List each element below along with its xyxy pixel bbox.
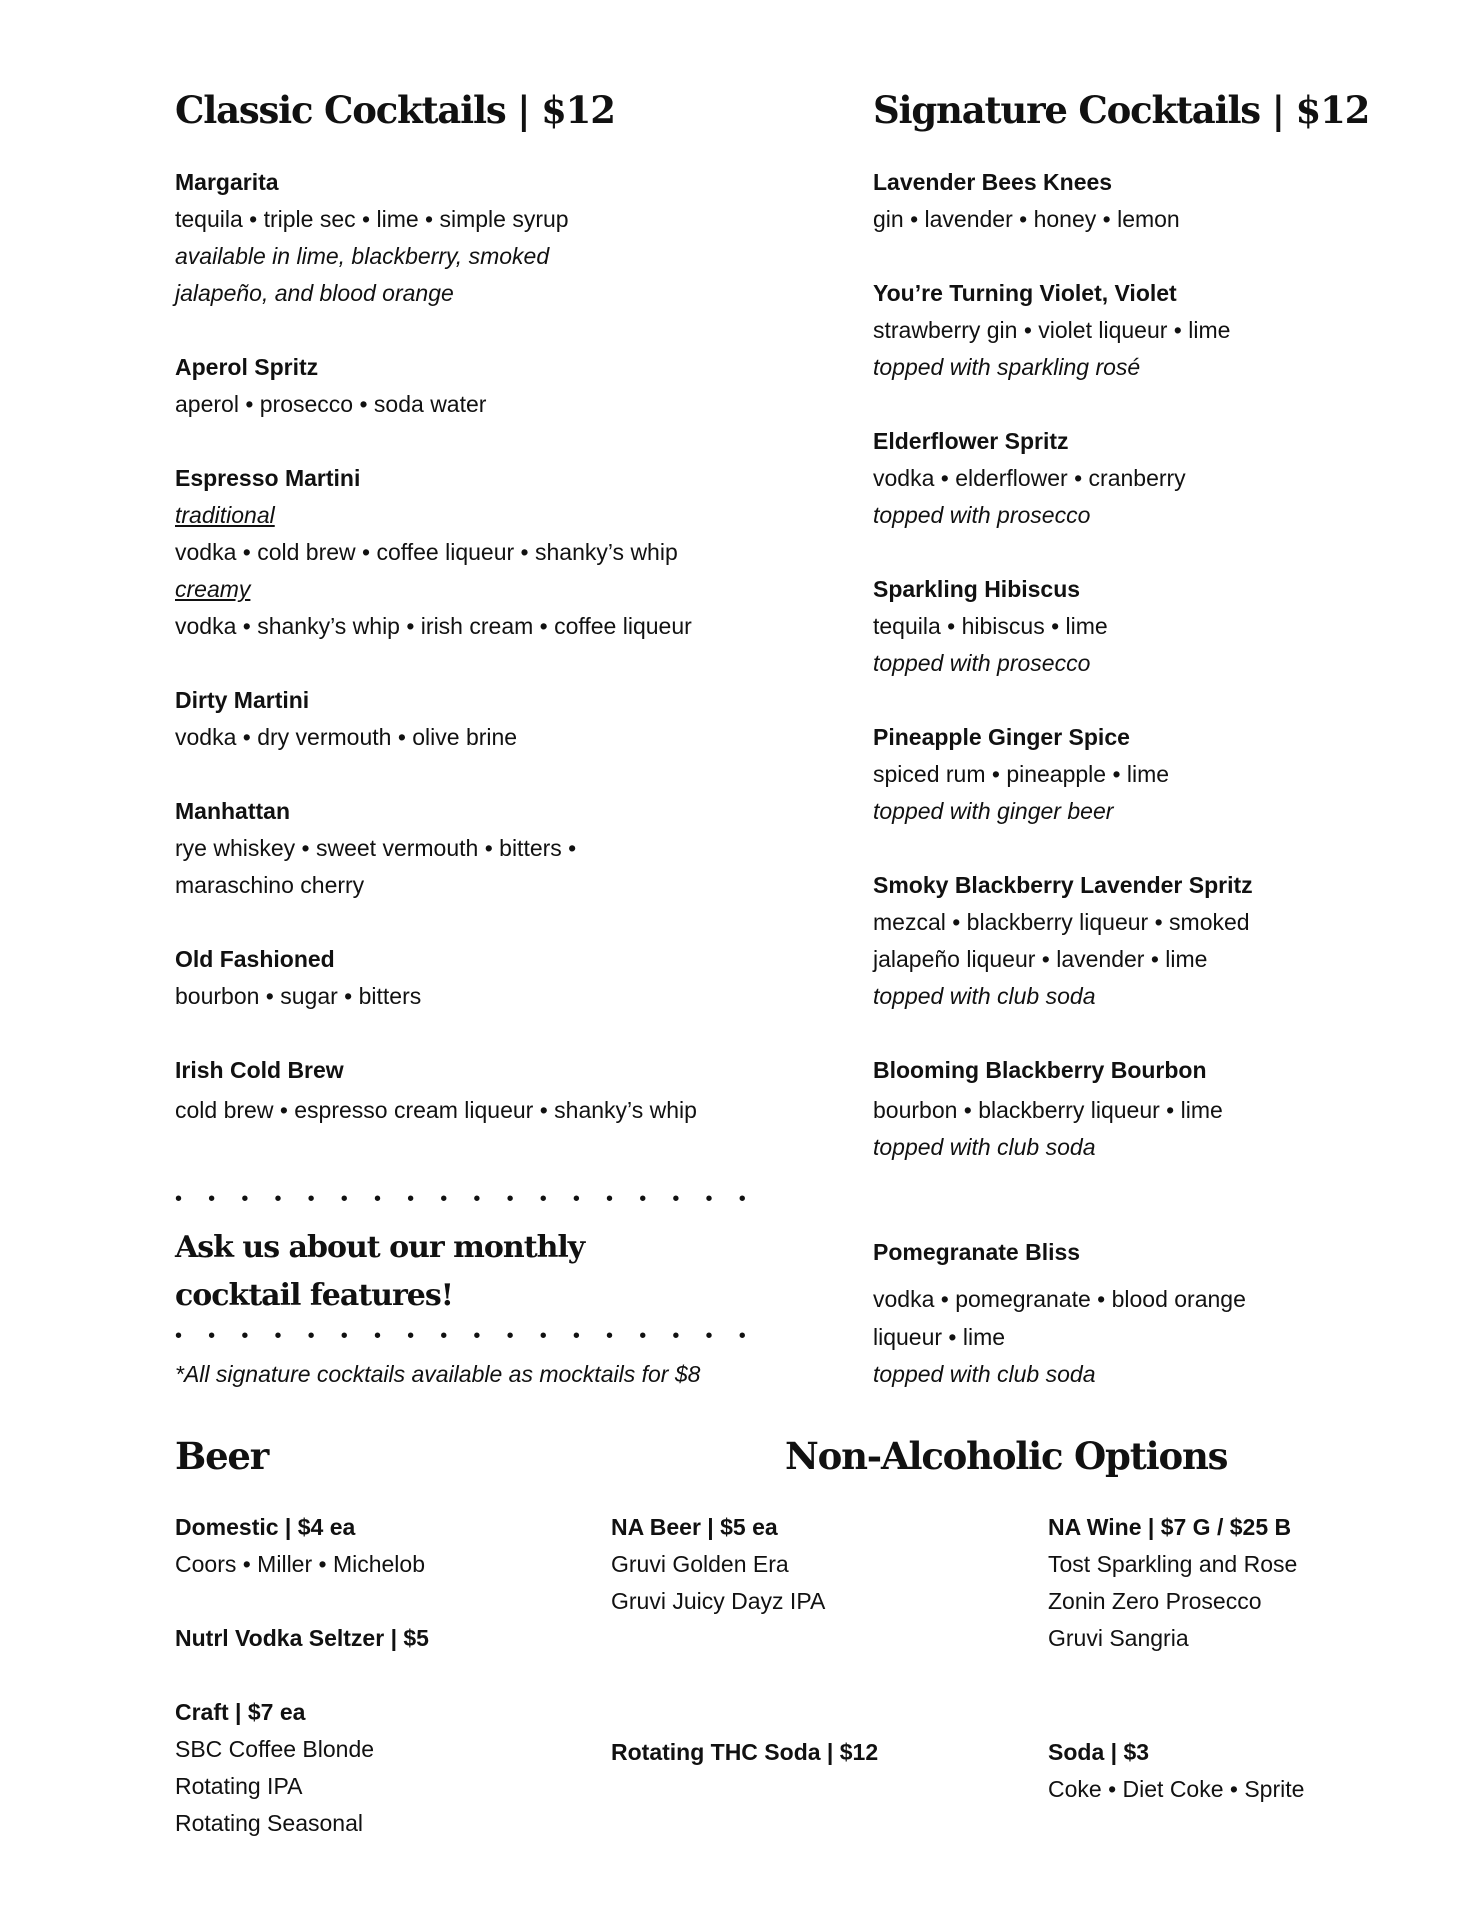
menu-item-pineapple-ginger-spice bbox=[873, 719, 1253, 830]
item-name: Old Fashioned bbox=[175, 946, 335, 972]
item-name: Smoky Blackberry Lavender Spritz bbox=[873, 872, 1253, 898]
variant-label-creamy: creamy bbox=[175, 576, 251, 602]
classic-cocktails-list bbox=[175, 164, 697, 1166]
item-list: Coke • Diet Coke • Sprite bbox=[1048, 1776, 1305, 1802]
item-ingredients: rye whiskey • sweet vermouth • bitters • bbox=[175, 835, 577, 861]
item-ingredients: bourbon • blackberry liqueur • lime bbox=[873, 1097, 1223, 1123]
item-name: NA Wine | $7 G / $25 B bbox=[1048, 1514, 1292, 1540]
item-name: NA Beer | $5 ea bbox=[611, 1514, 778, 1540]
list-item: Gruvi Juicy Dayz IPA bbox=[611, 1588, 826, 1614]
classic-cocktails-heading: Classic Cocktails | $12 bbox=[175, 88, 615, 132]
item-name: Blooming Blackberry Bourbon bbox=[873, 1057, 1207, 1083]
item-ingredients: mezcal • blackberry liqueur • smoked bbox=[873, 909, 1250, 935]
item-ingredients: maraschino cherry bbox=[175, 872, 365, 898]
signature-cocktails-heading: Signature Cocktails | $12 bbox=[873, 88, 1370, 132]
feature-heading-line2: cocktail features! bbox=[175, 1278, 453, 1313]
item-name: Nutrl Vodka Seltzer | $5 bbox=[175, 1625, 429, 1651]
list-item: Zonin Zero Prosecco bbox=[1048, 1588, 1262, 1614]
item-name: Espresso Martini bbox=[175, 465, 361, 491]
item-name: Domestic | $4 ea bbox=[175, 1514, 356, 1540]
menu-item-old-fashioned bbox=[175, 941, 697, 1015]
item-ingredients: vodka • shanky’s whip • irish cream • coffee liqueur bbox=[175, 613, 692, 639]
item-name: Rotating THC Soda | $12 bbox=[611, 1739, 879, 1765]
item-topping: topped with club soda bbox=[873, 983, 1096, 1009]
menu-item-aperol-spritz bbox=[175, 349, 697, 423]
na-soda bbox=[1048, 1734, 1304, 1808]
menu-item-sparkling-hibiscus bbox=[873, 571, 1253, 682]
item-list: Coors • Miller • Michelob bbox=[175, 1551, 426, 1577]
list-item: Gruvi Golden Era bbox=[611, 1551, 789, 1577]
menu-item-dirty-martini bbox=[175, 682, 697, 756]
item-topping: topped with prosecco bbox=[873, 502, 1091, 528]
menu-item-lavender-bees-knees bbox=[873, 164, 1253, 238]
menu-item-smoky-blackberry-lavender-spritz bbox=[873, 867, 1253, 1015]
menu-item-blooming-blackberry-bourbon bbox=[873, 1052, 1253, 1166]
item-ingredients: liqueur • lime bbox=[873, 1324, 1006, 1350]
list-item: Rotating Seasonal bbox=[175, 1810, 363, 1836]
beer-domestic bbox=[175, 1509, 429, 1583]
signature-cocktails-list bbox=[873, 164, 1253, 1203]
non-alcoholic-heading: Non-Alcoholic Options bbox=[785, 1434, 1228, 1478]
item-name: Craft | $7 ea bbox=[175, 1699, 306, 1725]
list-item: SBC Coffee Blonde bbox=[175, 1736, 375, 1762]
item-topping: topped with club soda bbox=[873, 1361, 1096, 1387]
item-ingredients: vodka • elderflower • cranberry bbox=[873, 465, 1186, 491]
item-topping: topped with sparkling rosé bbox=[873, 354, 1141, 380]
beer-craft bbox=[175, 1694, 429, 1842]
menu-item-turning-violet bbox=[873, 275, 1253, 386]
item-ingredients: tequila • triple sec • lime • simple syrup bbox=[175, 206, 569, 232]
list-item: Tost Sparkling and Rose bbox=[1048, 1551, 1298, 1577]
item-name: Dirty Martini bbox=[175, 687, 310, 713]
menu-item-irish-cold-brew bbox=[175, 1052, 697, 1129]
dotted-divider-bottom: • • • • • • • • • • • • • • • • • • bbox=[175, 1325, 756, 1347]
item-topping: topped with ginger beer bbox=[873, 798, 1114, 824]
item-name: Soda | $3 bbox=[1048, 1739, 1150, 1765]
item-name: Irish Cold Brew bbox=[175, 1057, 344, 1083]
item-ingredients: tequila • hibiscus • lime bbox=[873, 613, 1108, 639]
menu-item-elderflower-spritz bbox=[873, 423, 1253, 534]
dotted-divider-top: • • • • • • • • • • • • • • • • • • bbox=[175, 1188, 756, 1210]
item-topping: topped with prosecco bbox=[873, 650, 1091, 676]
item-ingredients: aperol • prosecco • soda water bbox=[175, 391, 487, 417]
item-name: Manhattan bbox=[175, 798, 290, 824]
menu-item-pomegranate-bliss bbox=[873, 1234, 1246, 1393]
item-name: You’re Turning Violet, Violet bbox=[873, 280, 1177, 306]
variant-label-traditional: traditional bbox=[175, 502, 275, 528]
na-beer bbox=[611, 1509, 825, 1620]
menu-item-espresso-martini bbox=[175, 460, 697, 645]
na-thc-soda bbox=[611, 1734, 878, 1771]
item-topping: topped with club soda bbox=[873, 1134, 1096, 1160]
item-name: Pomegranate Bliss bbox=[873, 1239, 1081, 1265]
item-ingredients: spiced rum • pineapple • lime bbox=[873, 761, 1170, 787]
item-name: Sparkling Hibiscus bbox=[873, 576, 1081, 602]
item-note: available in lime, blackberry, smoked bbox=[175, 243, 550, 269]
item-ingredients: cold brew • espresso cream liqueur • shanky’s whip bbox=[175, 1097, 697, 1123]
item-ingredients: gin • lavender • honey • lemon bbox=[873, 206, 1180, 232]
item-ingredients: vodka • dry vermouth • olive brine bbox=[175, 724, 518, 750]
item-name: Lavender Bees Knees bbox=[873, 169, 1113, 195]
item-note: jalapeño, and blood orange bbox=[175, 280, 454, 306]
item-ingredients: vodka • cold brew • coffee liqueur • shanky’s whip bbox=[175, 539, 678, 565]
menu-item-manhattan bbox=[175, 793, 697, 904]
na-wine bbox=[1048, 1509, 1297, 1657]
beer-heading: Beer bbox=[175, 1434, 269, 1478]
item-ingredients: vodka • pomegranate • blood orange bbox=[873, 1286, 1246, 1312]
item-name: Aperol Spritz bbox=[175, 354, 319, 380]
beer-list bbox=[175, 1509, 429, 1842]
item-ingredients: jalapeño liqueur • lavender • lime bbox=[873, 946, 1208, 972]
item-name: Elderflower Spritz bbox=[873, 428, 1069, 454]
list-item: Rotating IPA bbox=[175, 1773, 303, 1799]
mocktail-note: *All signature cocktails available as mocktails for $8 bbox=[175, 1361, 701, 1387]
feature-heading-line1: Ask us about our monthly bbox=[175, 1230, 585, 1265]
list-item: Gruvi Sangria bbox=[1048, 1625, 1189, 1651]
item-ingredients: strawberry gin • violet liqueur • lime bbox=[873, 317, 1231, 343]
beer-nutrl-vodka-seltzer bbox=[175, 1620, 429, 1657]
item-name: Pineapple Ginger Spice bbox=[873, 724, 1130, 750]
menu-item-margarita bbox=[175, 164, 697, 312]
item-ingredients: bourbon • sugar • bitters bbox=[175, 983, 422, 1009]
item-name: Margarita bbox=[175, 169, 279, 195]
